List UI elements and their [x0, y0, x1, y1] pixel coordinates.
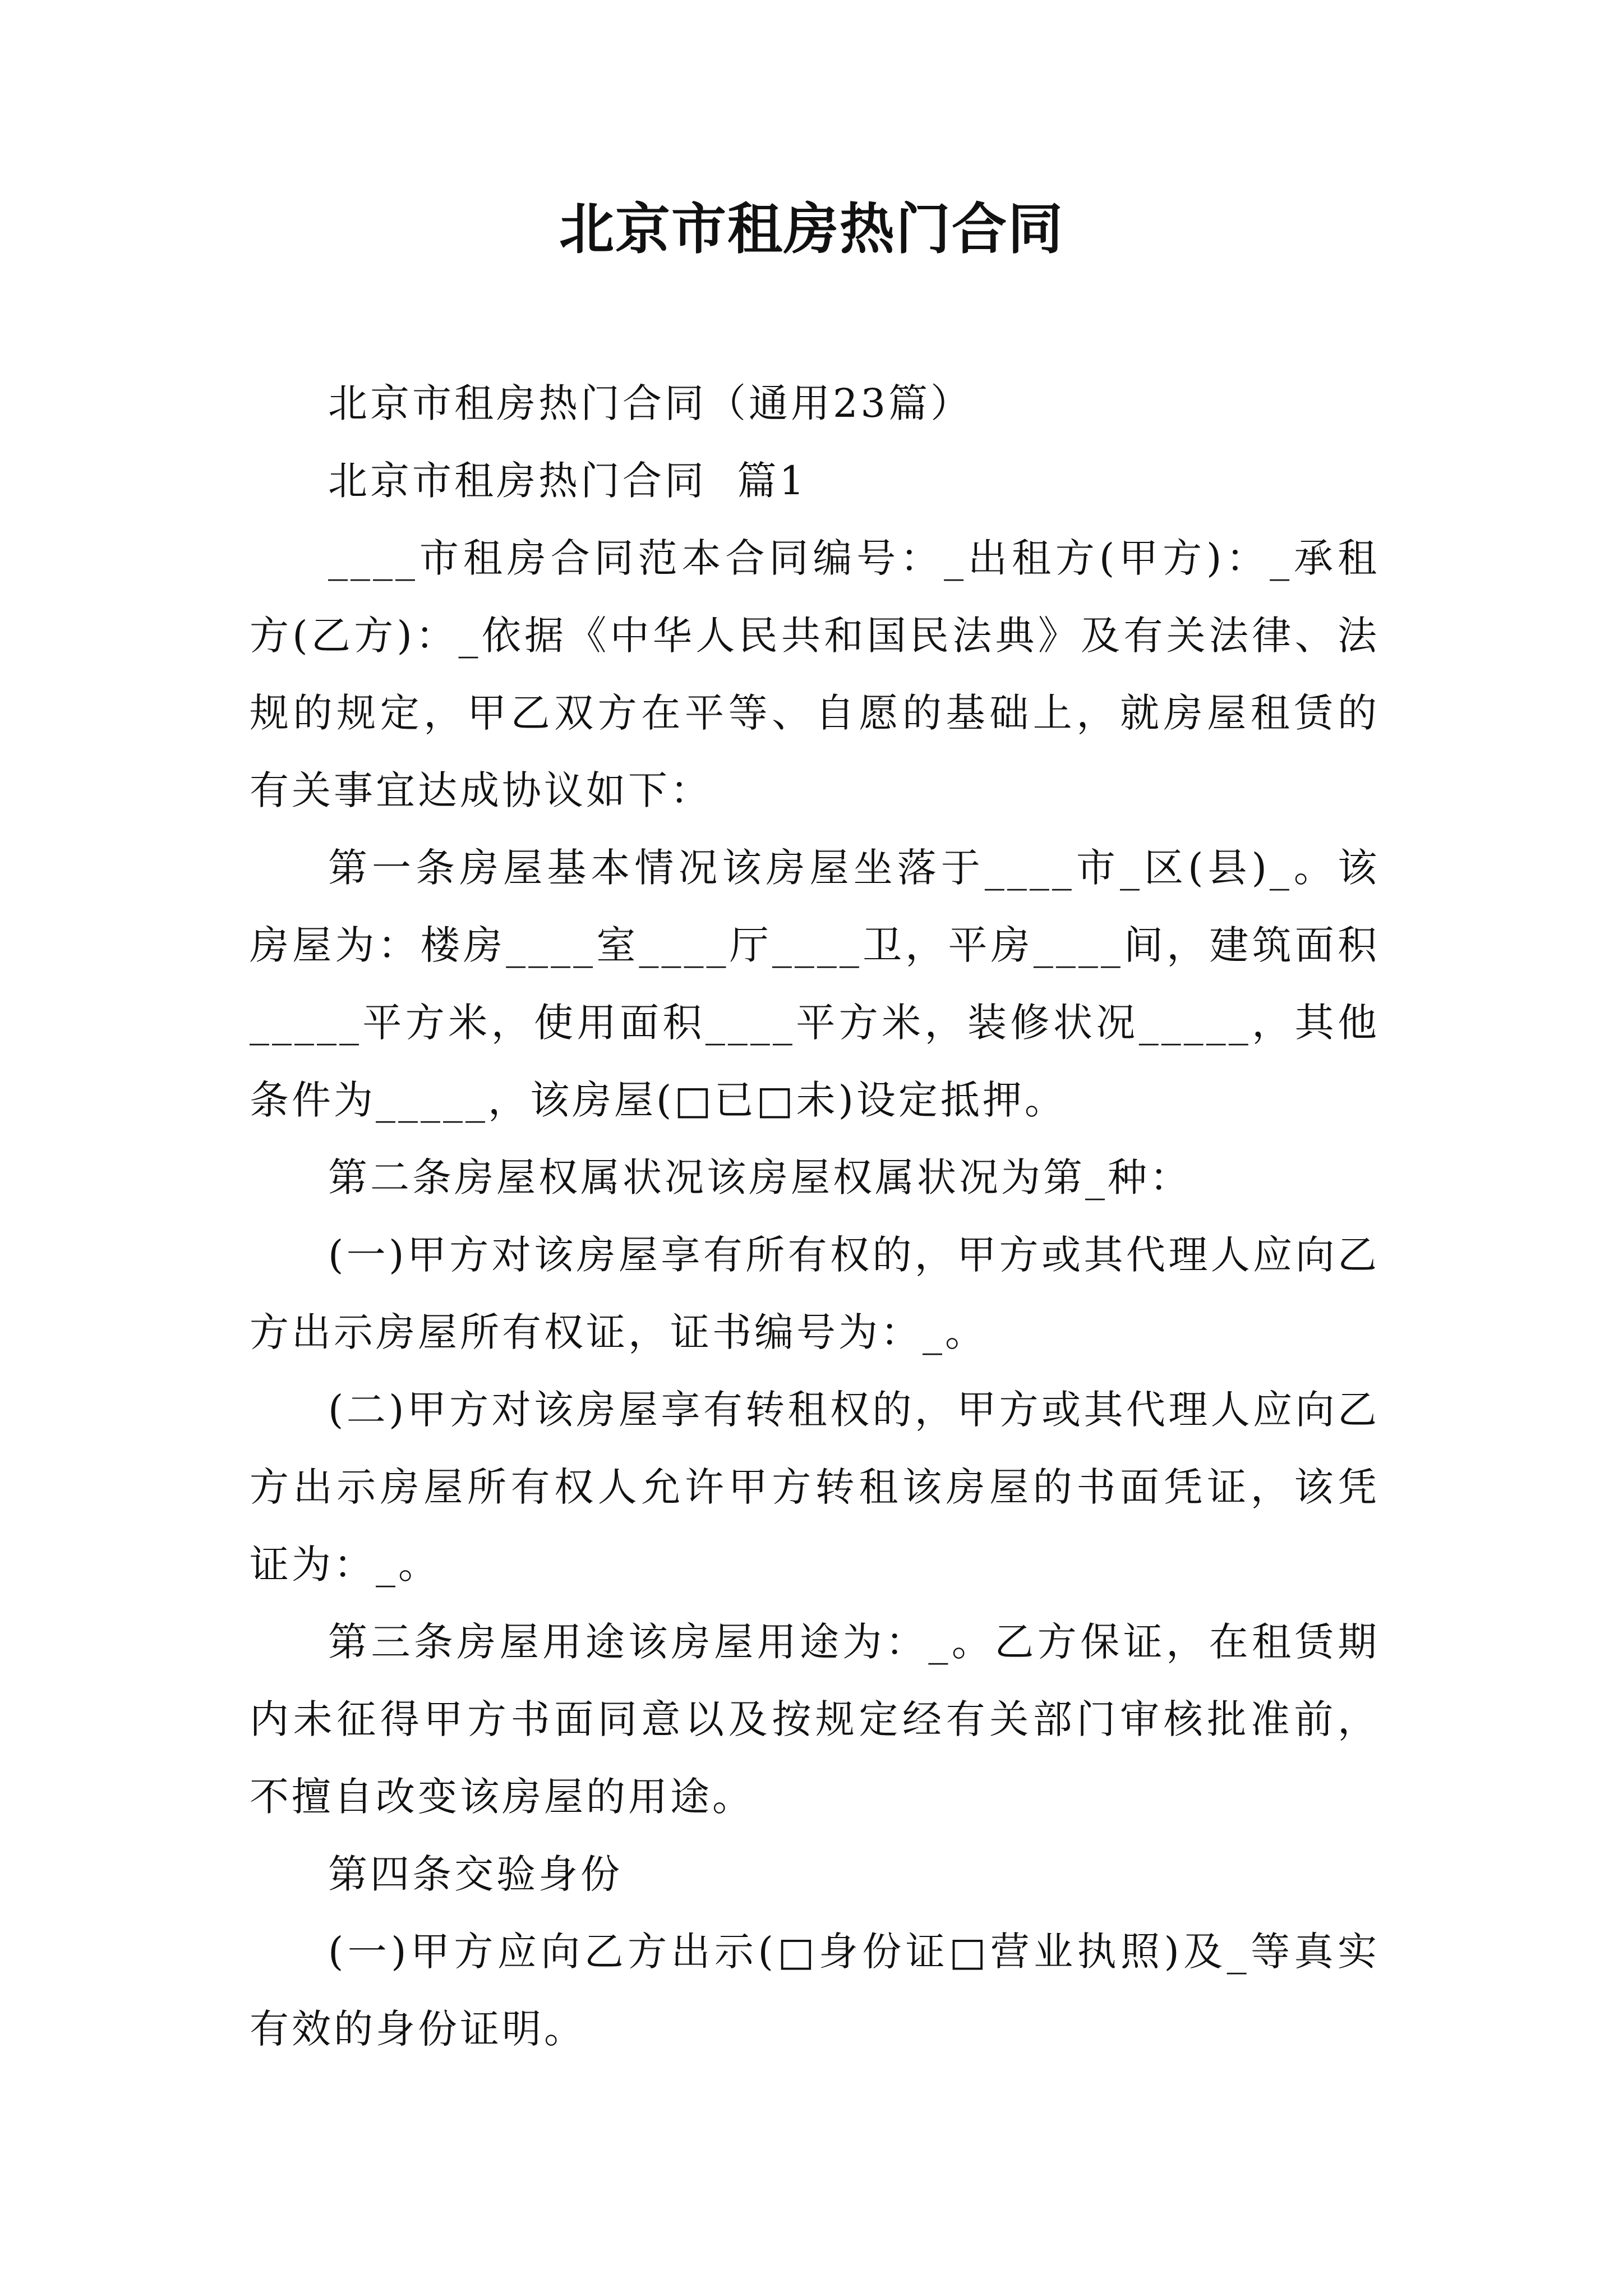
section-heading: 北京市租房热门合同 篇1: [328, 458, 808, 504]
paragraph: (一)甲方对该房屋享有所有权的，甲方或其代理人应向乙方出示房屋所有权证，证书编号为：_。: [250, 1232, 1380, 1355]
paragraph: (二)甲方对该房屋享有转租权的，甲方或其代理人应向乙方出示房屋所有权人允许甲方转租该房屋的书面凭证，该凭证为：_。: [250, 1387, 1380, 1588]
document-title: 北京市租房热门合同: [559, 197, 1064, 261]
paragraph: (一)甲方应向乙方出示(□身份证□营业执照)及_等真实有效的身份证明。: [250, 1929, 1380, 2052]
document-subtitle: 北京市租房热门合同（通用23篇）: [328, 380, 973, 426]
paragraph: 第二条房屋权属状况该房屋权属状况为第_种：: [328, 1154, 1192, 1200]
paragraph: ____市租房合同范本合同编号：_出租方(甲方)：_承租方(乙方)：_依据《中华人民共和国民法典》及有关法律、法规的规定，甲乙双方在平等、自愿的基础上，就房屋租赁的有关事宜达成协议如下：: [250, 535, 1380, 813]
paragraph: 第四条交验身份: [328, 1851, 623, 1897]
paragraph: 第一条房屋基本情况该房屋坐落于____市_区(县)_。该房屋为：楼房____室____厅____卫，平房____间，建筑面积_____平方米，使用面积____平方米，装修状况_____，其他条件为_____，该房屋(□已□未)设定抵押。: [250, 845, 1380, 1123]
paragraph: 第三条房屋用途该房屋用途为：_。乙方保证，在租赁期内未征得甲方书面同意以及按规定经有关部门审核批准前，不擅自改变该房屋的用途。: [250, 1619, 1380, 1820]
document-body: [250, 365, 1380, 2068]
